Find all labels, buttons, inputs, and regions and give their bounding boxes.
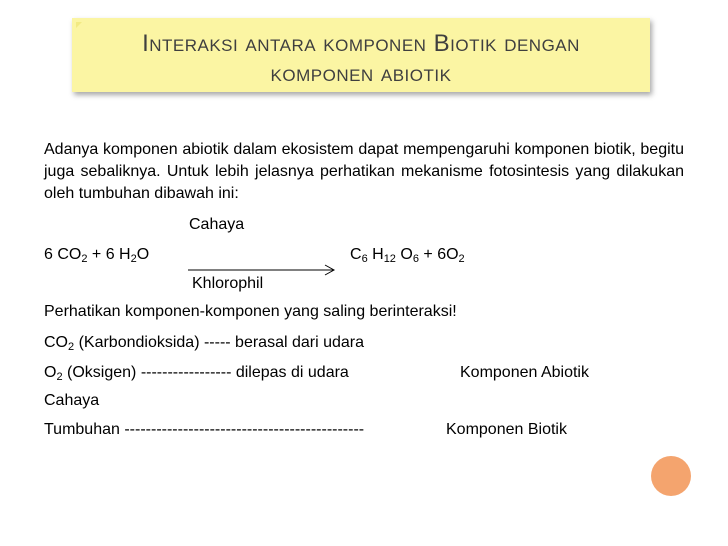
slide-title-line2: komponen abiotik — [270, 60, 452, 87]
line-o2: $O_2$ (Oksigen) ----------------- dilepas di udara — [44, 364, 349, 383]
reaction-arrow-icon — [186, 262, 346, 276]
line-tumbuhan: Tumbuhan --------------------------------------------- — [44, 421, 365, 438]
reaction-catalyst-chlorophyll: Khlorophil — [192, 275, 264, 292]
title-corner-decoration — [76, 22, 82, 28]
label-abiotic-component: Komponen Abiotik — [460, 364, 589, 381]
reaction-condition-light: Cahaya — [189, 216, 245, 233]
reaction-products: $C_6$ $H_{12}$ $O_6 + 6O_2$ — [350, 246, 465, 265]
title-banner — [72, 18, 650, 92]
line-co2: $CO_2$ (Karbondioksida) ----- berasal dari udara — [44, 334, 365, 353]
slide-title-line1: Interaksi antara komponen Biotik dengan — [142, 30, 580, 57]
line-cahaya: Cahaya — [44, 392, 100, 409]
intro-paragraph: Adanya komponen abiotik dalam ekosistem dapat mempengaruhi komponen biotik, begitu juga sebaliknya. Untuk lebih jelasnya perhatikan mekanisme fotosintesis yang dilakukan oleh tumbuhan dibawah ini: — [44, 141, 684, 202]
reaction-reactants: 6 $CO_2 + 6$ $H_2O$ — [44, 246, 150, 265]
label-biotic-component: Komponen Biotik — [446, 421, 567, 438]
interaction-heading: Perhatikan komponen-komponen yang saling berinteraksi! — [44, 303, 457, 320]
decorative-orange-circle — [651, 456, 691, 496]
